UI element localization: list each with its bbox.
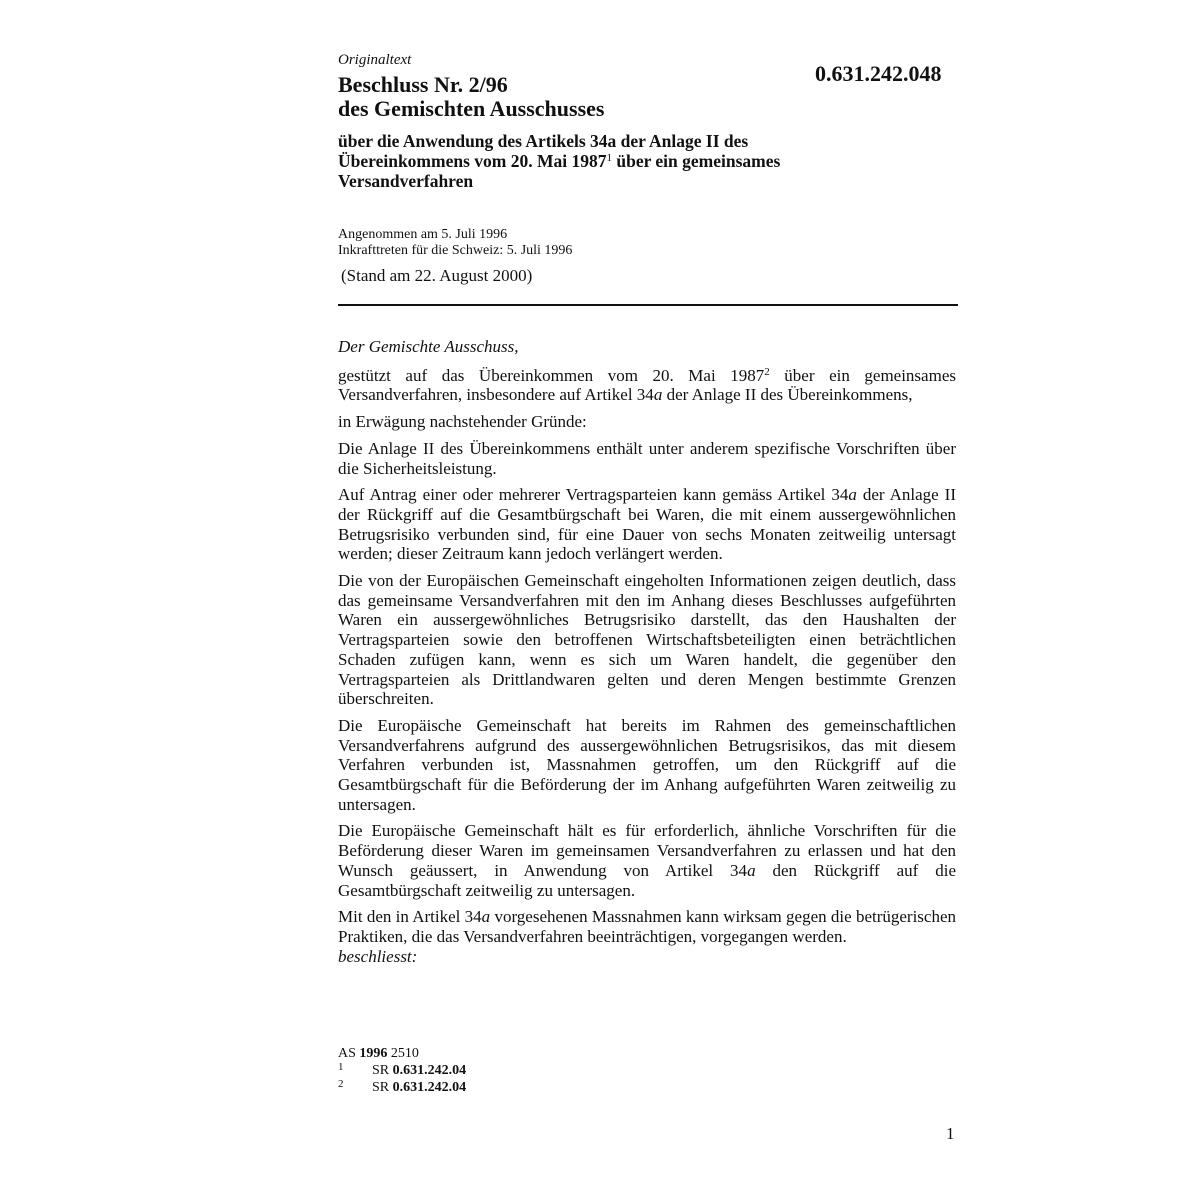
footnote-2 bbox=[338, 1079, 466, 1096]
adopted-date: Angenommen am 5. Juli 1996 bbox=[338, 227, 508, 242]
subtitle-line-2 bbox=[338, 151, 780, 171]
paragraph-text: Auf Antrag einer oder mehrerer Vertragsparteien kann gemäss Artikel 34 bbox=[338, 485, 849, 505]
footnote-ref-2[interactable]: 2 bbox=[764, 365, 770, 378]
paragraph-text: Die Europäische Gemeinschaft hält es für erforderlich, ähnliche Vorschriften für die Beförderung dieser Waren im gemeinsamen Versandverfahren zu erlassen und hat den Wunsch geäussert, in Anwendung von Artikel 34 bbox=[338, 821, 956, 880]
footnote-prefix: SR bbox=[372, 1063, 390, 1078]
paragraph-text: vorgesehenen Massnahmen kann wirksam gegen die betrügerischen Praktiken, die das Versandverfahren beeinträchtigen, vorgegangen werden. bbox=[338, 907, 957, 946]
title-line-2: des Gemischten Ausschusses bbox=[338, 96, 605, 121]
paragraph bbox=[338, 485, 956, 564]
paragraph: Die von der Europäischen Gemeinschaft eingeholten Informationen zeigen deutlich, dass das gemeinsame Versandverfahren mit den im Anhang dieses Beschlusses aufgeführten Waren ein aussergewöhnliches Betrugsrisiko darstellt, das den Haushalten der Vertragsparteien sowie den betroffenen Wirtschaftsbeteiligten einen beträchtlichen Schaden zufügen kann, wenn es sich um Waren handelt, die gegenüber den Vertragsparteien als Drittlandwaren gelten und deren Mengen bestimmte Grenzen überschreiten. bbox=[338, 571, 956, 709]
paragraph bbox=[338, 366, 956, 405]
paragraph: Die Europäische Gemeinschaft hat bereits im Rahmen des gemeinschaftlichen Versandverfahrens aufgrund des aussergewöhnlichen Betrugsrisikos, das mit diesem Verfahren verbunden ist, Massnahmen getroffen, um den Rückgriff auf die Gesamtbürgschaft für die Beförderung der im Anhang aufgeführten Waren zeitweilig zu untersagen. bbox=[338, 715, 956, 814]
footnote-link[interactable]: 0.631.242.04 bbox=[392, 1080, 467, 1095]
title-line-1: Beschluss Nr. 2/96 bbox=[338, 72, 508, 97]
footnotes bbox=[338, 1045, 466, 1096]
paragraph-text: gestützt auf das Übereinkommen vom 20. Mai 1987 bbox=[338, 365, 765, 385]
source-prefix: AS bbox=[338, 1046, 360, 1061]
status-date: (Stand am 22. August 2000) bbox=[341, 266, 533, 285]
document-subtitle bbox=[338, 131, 780, 191]
original-text-label: Originaltext bbox=[338, 52, 412, 68]
intro-line: Der Gemischte Ausschuss, bbox=[338, 337, 519, 356]
subtitle-text: über ein gemeinsames bbox=[611, 151, 781, 171]
article-suffix: a bbox=[653, 385, 663, 405]
footnote-link[interactable]: 0.631.242.04 bbox=[392, 1063, 467, 1078]
in-force-date: Inkrafttreten für die Schweiz: 5. Juli 1996 bbox=[338, 243, 573, 258]
paragraph bbox=[338, 821, 956, 900]
paragraph-text: über ein gemeinsames Versandverfahren, insbesondere auf Artikel 34 bbox=[338, 365, 956, 405]
closing-line: beschliesst: bbox=[338, 946, 418, 966]
header-divider bbox=[338, 304, 958, 306]
article-suffix: a bbox=[481, 907, 491, 927]
source-page: 2510 bbox=[387, 1046, 419, 1061]
article-suffix: a bbox=[848, 485, 857, 505]
document-title bbox=[338, 73, 604, 121]
paragraph: in Erwägung nachstehender Gründe: bbox=[338, 412, 587, 432]
footnote-mark: 2 bbox=[338, 1078, 344, 1090]
page-number: 1 bbox=[946, 1124, 955, 1143]
footnote-ref-1[interactable]: 1 bbox=[606, 152, 612, 164]
article-suffix: a bbox=[747, 860, 756, 880]
paragraph-text: der Anlage II des Übereinkommens, bbox=[662, 385, 913, 405]
paragraph-text: den Rückgriff auf die Gesamtbürgschaft zeitweilig zu untersagen. bbox=[338, 860, 956, 900]
subtitle-line-1: über die Anwendung des Artikels 34a der Anlage II des bbox=[338, 131, 749, 151]
subtitle-line-3: Versandverfahren bbox=[338, 171, 474, 191]
paragraph bbox=[338, 907, 956, 946]
paragraph: Die Anlage II des Übereinkommens enthält unter anderem spezifische Vorschriften über die Sicherheitsleistung. bbox=[338, 438, 956, 478]
subtitle-text: Übereinkommens vom 20. Mai 1987 bbox=[338, 151, 607, 171]
adoption-info bbox=[338, 227, 572, 259]
document-body bbox=[338, 337, 956, 973]
paragraph-text: Mit den in Artikel 34 bbox=[338, 907, 482, 927]
paragraph-text: der Anlage II der Rückgriff auf die Gesamtbürgschaft bei Waren, die mit einem aussergewöhnlichen Betrugsrisiko verbunden sind, für eine Dauer von sechs Monaten zeitweilig untersagt werden; dieser Zeitraum kann jedoch verlängert werden. bbox=[338, 485, 956, 564]
footnote-mark: 1 bbox=[338, 1061, 344, 1073]
sr-number: 0.631.242.048 bbox=[815, 61, 942, 86]
footnote-prefix: SR bbox=[372, 1080, 390, 1095]
source-year: 1996 bbox=[359, 1046, 388, 1061]
